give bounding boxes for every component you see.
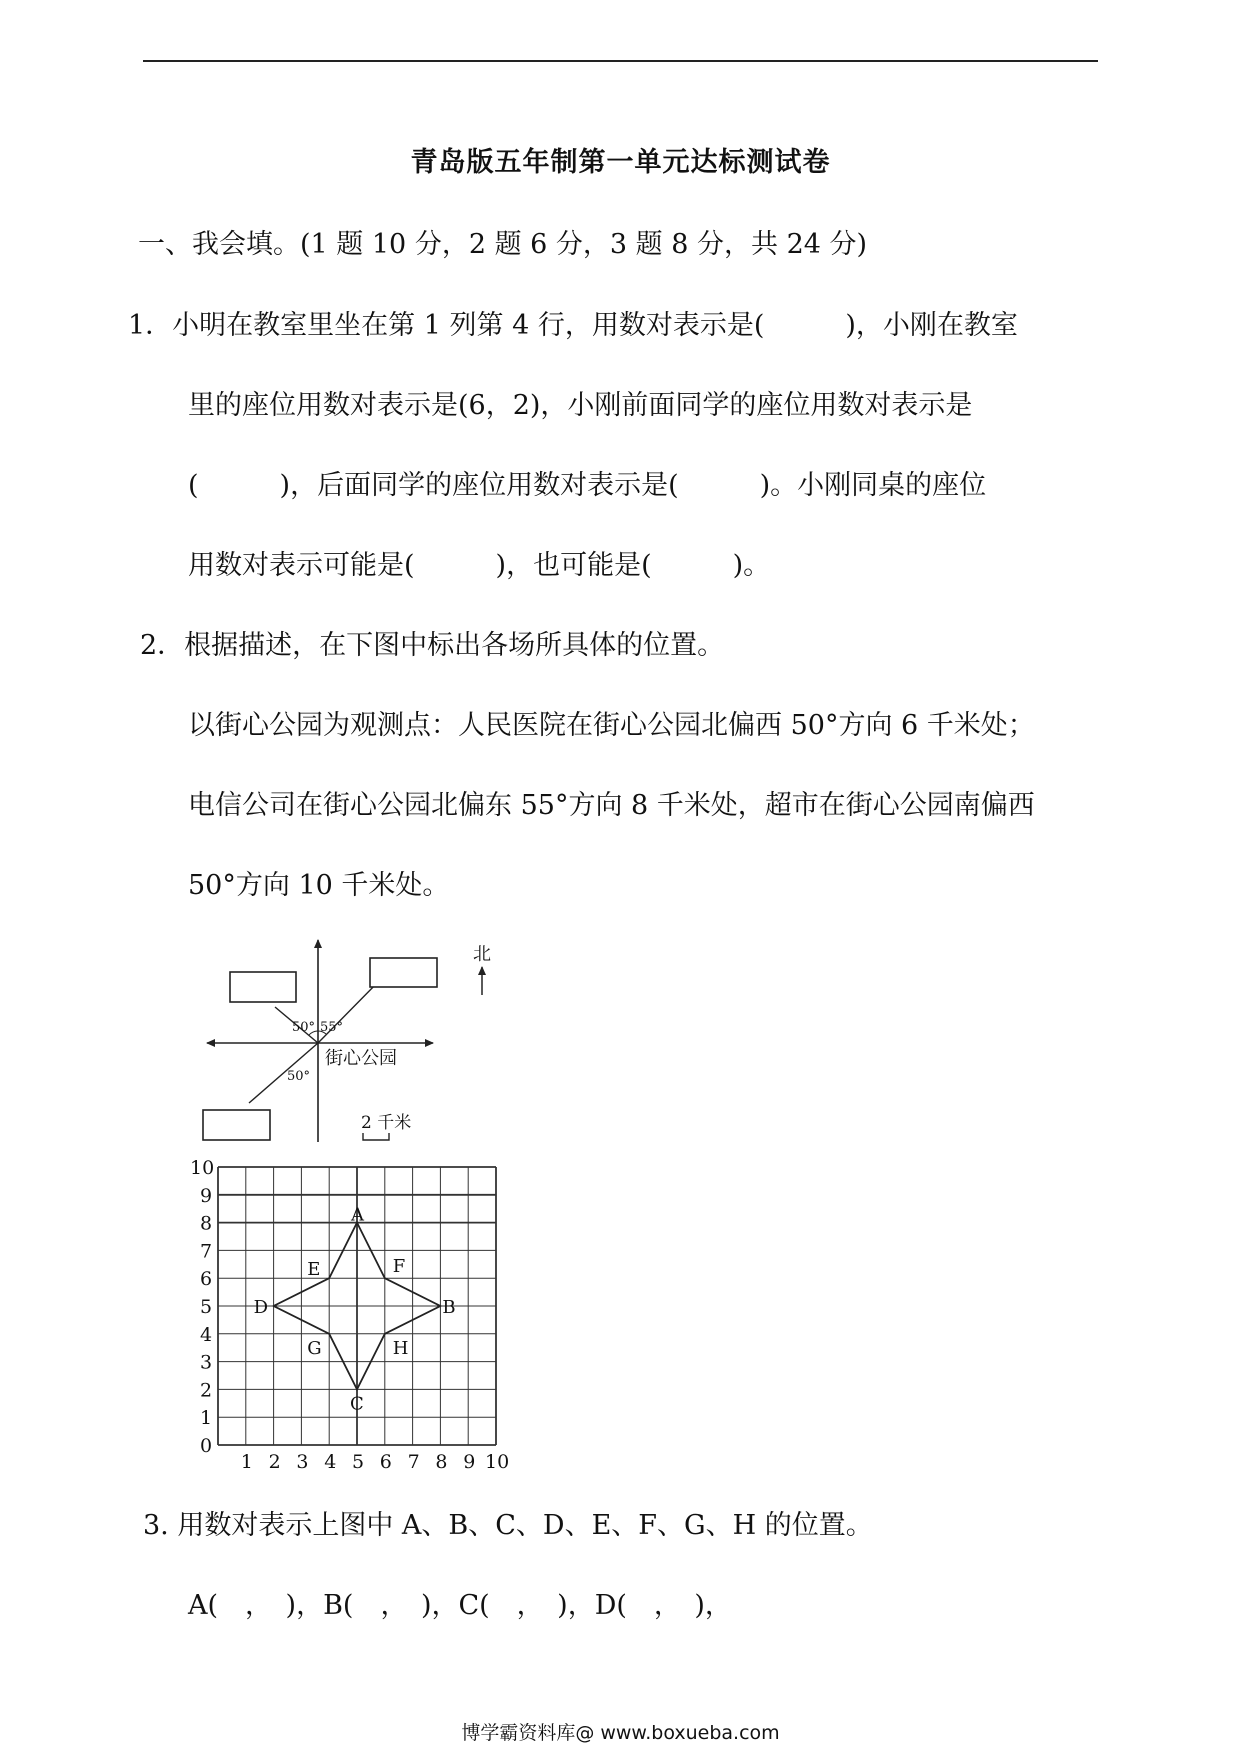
q2-line-4: 50°方向 10 千米处。 bbox=[188, 870, 450, 901]
x-tick-label: 2 bbox=[268, 1451, 281, 1473]
y-tick-label: 2 bbox=[200, 1379, 213, 1402]
y-tick-label: 0 bbox=[200, 1435, 213, 1457]
angle-ne-label: 55° bbox=[320, 1020, 344, 1035]
answer-box-sw bbox=[203, 1110, 270, 1140]
x-tick-label: 5 bbox=[352, 1451, 365, 1473]
point-label-g: G bbox=[307, 1337, 322, 1359]
q1-line-1: 1．小明在教室里坐在第 1 列第 4 行，用数对表示是( )，小刚在教室 bbox=[128, 310, 1018, 341]
x-tick-label: 8 bbox=[435, 1451, 448, 1473]
x-tick-label: 6 bbox=[379, 1451, 392, 1473]
answer-box-nw bbox=[230, 972, 296, 1002]
answer-box-ne bbox=[370, 958, 437, 987]
point-label-f: F bbox=[392, 1256, 406, 1278]
y-tick-label: 5 bbox=[200, 1296, 213, 1318]
y-tick-label: 9 bbox=[200, 1184, 213, 1207]
y-tick-label: 6 bbox=[200, 1268, 213, 1291]
point-label-b: B bbox=[442, 1297, 456, 1318]
footer-watermark: 博学霸资料库@ www.boxueba.com bbox=[461, 1722, 780, 1744]
x-tick-label: 9 bbox=[463, 1451, 476, 1473]
center-label: 街心公园 bbox=[325, 1048, 397, 1069]
y-tick-label: 10 bbox=[190, 1160, 215, 1179]
coordinate-grid bbox=[185, 1160, 515, 1480]
q1-line-3: ( )，后面同学的座位用数对表示是( )。小刚同桌的座位 bbox=[188, 470, 987, 501]
point-label-e: E bbox=[307, 1259, 321, 1281]
q3-line-1: 3. 用数对表示上图中 A、B、C、D、E、F、G、H 的位置。 bbox=[143, 1510, 873, 1541]
q3-line-2: A( ， )，B( ， )，C( ， )，D( ， )， bbox=[188, 1590, 732, 1621]
point-label-h: H bbox=[392, 1337, 409, 1359]
north-label: 北 bbox=[473, 944, 491, 965]
top-rule bbox=[143, 60, 1098, 62]
scale-bar bbox=[363, 1133, 389, 1140]
x-tick-label: 3 bbox=[296, 1451, 309, 1473]
section-heading: 一、我会填。(1 题 10 分，2 题 6 分，3 题 8 分，共 24 分) bbox=[138, 229, 868, 260]
x-tick-label: 7 bbox=[407, 1451, 420, 1473]
y-tick-label: 7 bbox=[200, 1240, 213, 1263]
x-tick-label: 10 bbox=[485, 1451, 510, 1473]
y-tick-label: 4 bbox=[200, 1323, 213, 1346]
y-tick-label: 1 bbox=[200, 1407, 213, 1430]
q2-line-1: 2．根据描述，在下图中标出各场所具体的位置。 bbox=[140, 630, 725, 661]
q2-line-2: 以街心公园为观测点：人民医院在街心公园北偏西 50°方向 6 千米处； bbox=[188, 710, 1035, 741]
q1-line-2: 里的座位用数对表示是(6，2)，小刚前面同学的座位用数对表示是 bbox=[188, 390, 973, 421]
x-tick-label: 4 bbox=[324, 1451, 337, 1473]
y-tick-label: 8 bbox=[200, 1212, 213, 1235]
x-tick-label: 1 bbox=[240, 1451, 253, 1473]
y-tick-label: 3 bbox=[200, 1351, 213, 1374]
q2-line-3: 电信公司在街心公园北偏东 55°方向 8 千米处，超市在街心公园南偏西 bbox=[188, 790, 1035, 821]
page-title: 青岛版五年制第一单元达标测试卷 bbox=[410, 147, 831, 178]
point-label-c: C bbox=[350, 1393, 364, 1415]
angle-sw-label: 50° bbox=[287, 1069, 311, 1084]
direction-diagram bbox=[195, 935, 515, 1150]
point-label-a: A bbox=[351, 1204, 364, 1226]
scale-label: 2 千米 bbox=[361, 1113, 412, 1133]
point-label-d: D bbox=[253, 1297, 269, 1318]
angle-nw-label: 50° bbox=[292, 1020, 316, 1035]
q1-line-4: 用数对表示可能是( )，也可能是( )。 bbox=[188, 550, 771, 581]
